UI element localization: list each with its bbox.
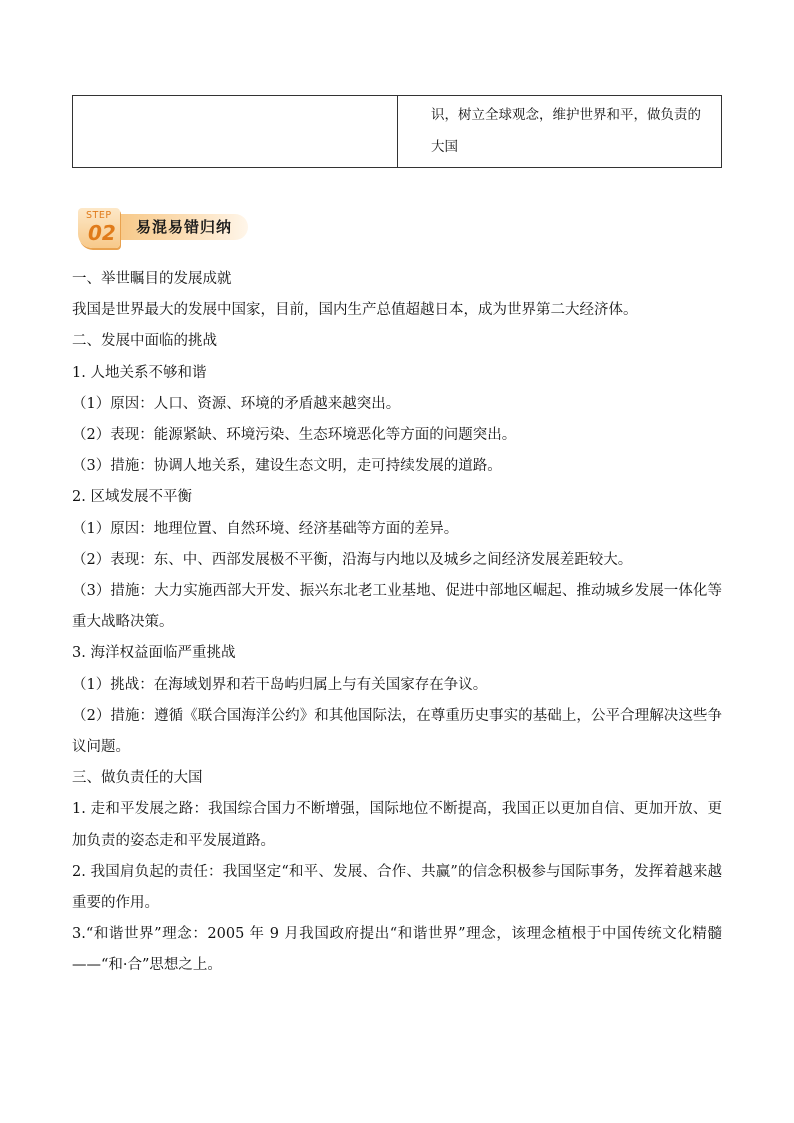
list-item: 3.“和谐世界”理念：2005 年 9 月我国政府提出“和谐世界”理念，该理念植根于中国传统文化精髓——“和·合”思想之上。 <box>72 926 722 974</box>
paragraph: 我国是世界最大的发展中国家，目前，国内生产总值超越日本，成为世界第二大经济体。 <box>72 302 638 319</box>
heading-2: 二、发展中面临的挑战 <box>72 333 217 350</box>
body-text <box>72 264 722 982</box>
subheading: 2. 区域发展不平衡 <box>72 489 192 506</box>
table-cell-right <box>398 96 721 167</box>
list-item: （3）措施：大力实施西部大开发、振兴东北老工业基地、促进中部地区崛起、推动城乡发展一体化等重大战略决策。 <box>72 583 722 631</box>
subheading: 1. 人地关系不够和谐 <box>72 364 207 381</box>
list-item: （3）措施：协调人地关系，建设生态文明，走可持续发展的道路。 <box>72 458 502 475</box>
list-item: （1）原因：地理位置、自然环境、经济基础等方面的差异。 <box>72 520 459 537</box>
table-cell-left <box>73 96 398 167</box>
step-number: 02 <box>88 221 116 245</box>
list-item: （1）原因：人口、资源、环境的矛盾越来越突出。 <box>72 395 401 412</box>
heading-3: 三、做负责任的大国 <box>72 770 203 787</box>
list-item: 2. 我国肩负起的责任：我国坚定“和平、发展、合作、共赢”的信念积极参与国际事务，发挥着越来越重要的作用。 <box>72 863 722 912</box>
list-item: 1. 走和平发展之路：我国综合国力不断增强，国际地位不断提高，我国正以更加自信、更加开放、更加负责的姿态走和平发展道路。 <box>72 801 722 849</box>
list-item: （1）挑战：在海域划界和若干岛屿归属上与有关国家存在争议。 <box>72 676 488 693</box>
step-word: STEP <box>86 210 112 221</box>
table-cell-line: 识，树立全球观念，维护世界和平，做负责的 <box>431 107 701 123</box>
step-tag-icon <box>78 208 120 248</box>
table-fragment <box>72 95 722 168</box>
list-item: （2）措施：遵循《联合国海洋公约》和其他国际法，在尊重历史事实的基础上，公平合理解决这些争议问题。 <box>72 707 722 756</box>
list-item: （2）表现：东、中、西部发展极不平衡，沿海与内地以及城乡之间经济发展差距较大。 <box>72 551 633 568</box>
heading-1: 一、举世瞩目的发展成就 <box>72 271 232 287</box>
step-badge <box>78 208 250 252</box>
subheading: 3. 海洋权益面临严重挑战 <box>72 645 236 662</box>
list-item: （2）表现：能源紧缺、环境污染、生态环境恶化等方面的问题突出。 <box>72 427 517 444</box>
table-cell-line: 大国 <box>431 139 458 155</box>
section-title: 易混易错归纳 <box>136 218 233 236</box>
